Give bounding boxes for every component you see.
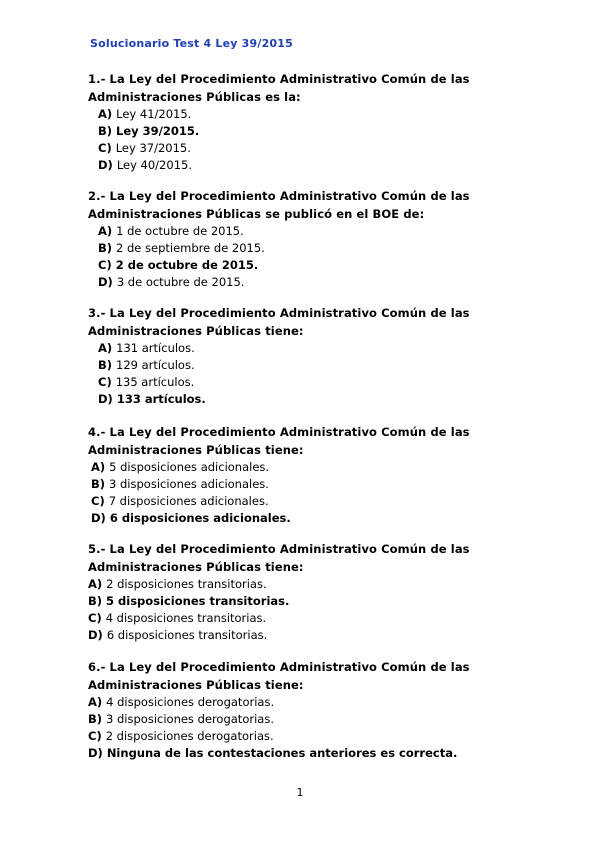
option-d-correct: D) Ninguna de las contestaciones anteriores es correcta. [88,746,458,760]
option-a: A) 4 disposiciones derogatorias. [88,695,275,709]
option-b: B) 3 disposiciones derogatorias. [88,712,274,726]
option-b: B) 2 de septiembre de 2015. [98,241,265,255]
option-d-correct: D) 133 artículos. [98,392,206,406]
option-c: C) 135 artículos. [98,375,195,389]
question-3 [88,304,528,408]
option-d: D) Ley 40/2015. [98,158,192,172]
question-4 [88,423,528,527]
option-d: D) 3 de octubre de 2015. [98,275,245,289]
option-b: B) 129 artículos. [98,358,195,372]
question-text: 4.- La Ley del Procedimiento Administrativo Común de las Administraciones Públicas tiene: [88,425,470,457]
question-text: 3.- La Ley del Procedimiento Administrativo Común de las Administraciones Públicas tiene: [88,306,470,338]
option-c-correct: C) 2 de octubre de 2015. [98,258,259,272]
option-a: A) 2 disposiciones transitorias. [88,577,267,591]
question-1 [88,70,528,174]
option-a: A) 131 artículos. [98,341,195,355]
option-a: A) 1 de octubre de 2015. [98,224,244,238]
question-6 [88,658,528,762]
option-b-correct: B) Ley 39/2015. [98,124,200,138]
question-text: 1.- La Ley del Procedimiento Administrativo Común de las Administraciones Públicas es la: [88,72,470,104]
option-c: C) 7 disposiciones adicionales. [91,494,269,508]
question-2 [88,187,528,291]
page-number: 1 [296,786,304,799]
option-a: A) Ley 41/2015. [98,107,192,121]
option-c: C) 2 disposiciones derogatorias. [88,729,274,743]
option-d-correct: D) 6 disposiciones adicionales. [91,511,291,525]
question-text: 6.- La Ley del Procedimiento Administrativo Común de las Administraciones Públicas tiene: [88,660,470,692]
question-text: 5.- La Ley del Procedimiento Administrativo Común de las Administraciones Públicas tiene: [88,542,470,574]
option-b-correct: B) 5 disposiciones transitorias. [88,594,290,608]
option-c: C) Ley 37/2015. [98,141,191,155]
question-5 [88,540,528,644]
option-c: C) 4 disposiciones transitorias. [88,611,267,625]
option-a: A) 5 disposiciones adicionales. [91,460,270,474]
option-d: D) 6 disposiciones transitorias. [88,628,268,642]
question-text: 2.- La Ley del Procedimiento Administrativo Común de las Administraciones Públicas se publicó en el BOE de: [88,189,470,221]
document-title: Solucionario Test 4 Ley 39/2015 [90,37,293,50]
option-b: B) 3 disposiciones adicionales. [91,477,269,491]
